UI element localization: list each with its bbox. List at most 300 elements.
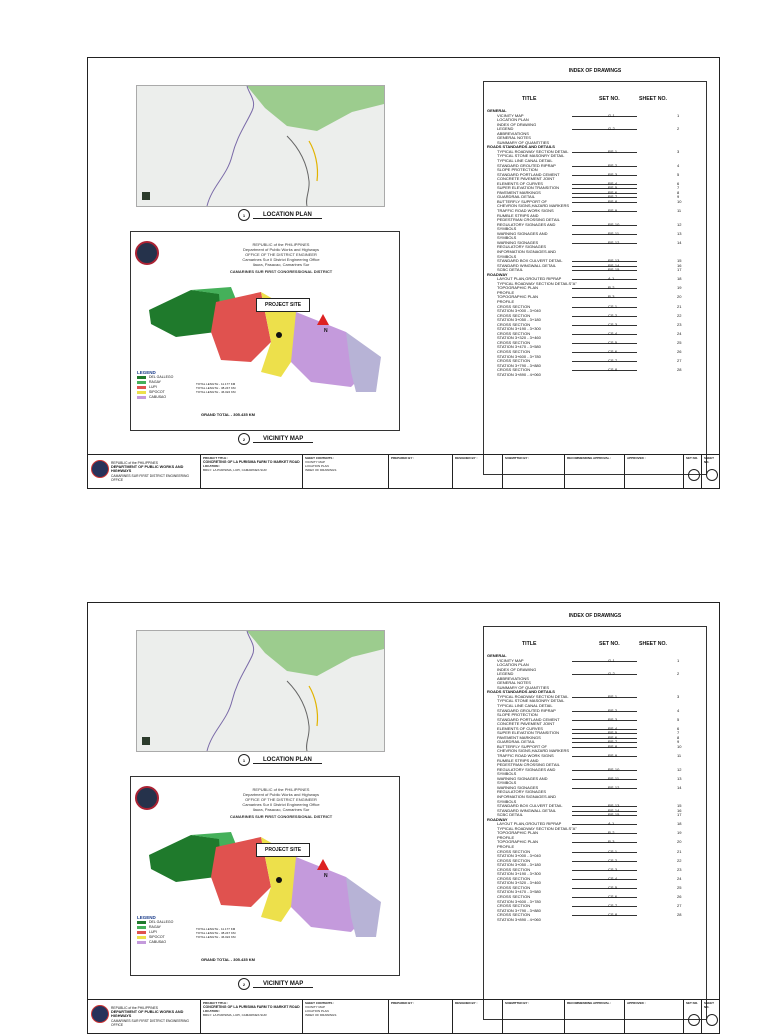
index-row-title: CROSS SECTION: [497, 367, 531, 373]
vicinity-map-graphic: [131, 232, 399, 430]
index-row-title: SLOPE PROTECTION: [497, 712, 538, 718]
index-row-title: LOCATION PLAN: [497, 117, 529, 123]
index-set-no: RS-2: [608, 162, 618, 168]
prepared-cell: [388, 1000, 452, 1034]
index-row-title: RUMBLE STRIPS AND: [497, 757, 539, 763]
total-length: TOTAL LENGTH - 11.177 KM: [196, 927, 236, 931]
index-row-title: REGULATORY SIGNAGES: [497, 789, 547, 795]
index-row-title: SUMMARY OF QUANTITIES: [497, 139, 550, 145]
index-sheet-no: 16: [677, 262, 682, 268]
index-set-no: RS-7: [608, 739, 618, 745]
index-set-no: RS-2: [608, 707, 618, 713]
index-sheet-no: 2: [677, 126, 680, 132]
index-sheet-no: 22: [677, 312, 682, 318]
header-line: Camarines Sur II District Engineering Office: [242, 257, 320, 262]
project-site-label: PROJECT SITE: [256, 843, 310, 857]
designed-cell: [452, 455, 502, 489]
index-sheet-no: 21: [677, 848, 682, 854]
index-sheet-no: 8: [677, 189, 680, 195]
index-set-no: CS-1: [608, 848, 618, 854]
contents-item: INDEX OF DRAWINGS: [305, 1013, 337, 1017]
legend-item: [137, 395, 237, 400]
index-row-title: TYPICAL STONE MASONRY DETAIL: [497, 153, 565, 159]
index-of-drawings: [483, 68, 707, 475]
index-row-title: STATION 3+790 - 3+880: [497, 907, 541, 913]
index-row-title: CROSS SECTION: [497, 848, 531, 854]
project-cell: [200, 455, 302, 489]
index-row-title: INDEX OF DRAWING: [497, 666, 537, 672]
total-length: TOTAL LENGTH - 46.022 KM: [196, 390, 236, 394]
index-row-title: SCBC DETAIL: [497, 267, 523, 273]
index-set-no: CS-2: [608, 857, 618, 863]
recommending-cell: [564, 1000, 624, 1034]
index-set-no: RS-13: [608, 803, 620, 809]
index-row-title: ROADS STANDARDS AND DETAILS: [487, 689, 555, 695]
index-row-title: STATION 3+890 - 4+060: [497, 371, 541, 377]
index-sheet-no: 3: [677, 148, 680, 154]
index-row-title: GENERAL NOTES: [497, 680, 531, 686]
index-row-title: REGULATORY SIGNAGES AND: [497, 766, 556, 772]
index-row-title: STATION 3+470 - 3+580: [497, 344, 541, 350]
index-set-no: RS-10: [608, 221, 620, 227]
index-row-title: STATION 3+000 - 3+040: [497, 853, 541, 859]
index-row-title: CROSS SECTION: [497, 857, 531, 863]
dept-name: DEPARTMENT OF PUBLIC WORKS AND HIGHWAYS: [111, 1010, 184, 1019]
project-title: CONCRETING OF LA PURISIMA FARM TO MARKET ROAD: [203, 1005, 300, 1009]
index-row-title: TYPICAL ROADWAY SECTION DETAILS"A": [497, 280, 577, 286]
legend-swatch: [137, 391, 146, 394]
legend-label: SIPOCOT: [149, 390, 165, 394]
index-sheet-no: 14: [677, 239, 682, 245]
index-sheet-no: 13: [677, 230, 682, 236]
project-title: CONCRETING OF LA PURISIMA FARM TO MARKET ROAD: [203, 460, 300, 464]
index-sheet-no: 17: [677, 812, 682, 818]
index-row-title: GENERAL: [487, 108, 507, 113]
index-sheet-no: 4: [677, 707, 680, 713]
index-sheet-no: 11: [677, 753, 682, 759]
index-row-title: PROFILE: [497, 298, 515, 304]
index-row-title: CROSS SECTION: [497, 893, 531, 899]
index-row: [487, 918, 703, 923]
legend-label: DEL GALLEGO: [149, 920, 174, 924]
index-set-no: RS-5: [608, 730, 618, 736]
approved-cell: [624, 1000, 683, 1034]
index-set-no: RS-10: [608, 766, 620, 772]
legend-swatch: [137, 931, 146, 934]
index-row-title: GUARDRAIL DETAIL: [497, 739, 536, 745]
contents-item: LOCATION PLAN: [305, 464, 329, 468]
col-sheet-header: SHEET NO.: [639, 96, 667, 102]
index-row-title: STANDARD WINGWALL DETAIL: [497, 807, 557, 813]
index-set-no: RS-8: [608, 198, 618, 204]
dept-cell: [88, 455, 200, 489]
set-no-cell: [683, 1000, 701, 1034]
header-line: Department of Public Works and Highways: [243, 792, 319, 797]
index-row-title: STATION 3+600 - 3+780: [497, 353, 541, 359]
recommending-label: RECOMMENDING APPROVAL :: [567, 456, 612, 460]
index-set-no: R-3: [608, 839, 615, 845]
index-set-no: RS-7: [608, 194, 618, 200]
index-set-no: RS-14: [608, 807, 620, 813]
index-row: [487, 373, 703, 378]
index-row-title: SLOPE PROTECTION: [497, 167, 538, 173]
index-row-title: SUMMARY OF QUANTITIES: [497, 684, 550, 690]
index-list: [487, 109, 703, 377]
legend-label: RAGAY: [149, 380, 161, 384]
index-sheet-no: 26: [677, 893, 682, 899]
index-row-title: PEDESTRIAN CROSSING DETAIL: [497, 217, 560, 223]
legend-label: RAGAY: [149, 925, 161, 929]
dept-small: REPUBLIC of the PHILIPPINES: [111, 1006, 158, 1010]
length-totals: [196, 927, 235, 939]
index-row-title: PAVEMENT MARKINGS: [497, 734, 541, 740]
grand-total: GRAND TOTAL - 305.435 KM: [201, 957, 256, 962]
index-sheet-no: 6: [677, 725, 680, 731]
sheet-no-label: SHEET NO.: [704, 1001, 715, 1009]
index-row-title: CROSS SECTION: [497, 321, 531, 327]
location-label: LOCATION :: [203, 1009, 221, 1013]
index-row-title: ROADS STANDARDS AND DETAILS: [487, 144, 555, 150]
vicinity-map-caption: [238, 978, 313, 990]
index-sheet-no: 24: [677, 330, 682, 336]
index-row-title: STATION 3+320 - 3+460: [497, 880, 541, 886]
title-block: [88, 999, 719, 1034]
designed-label: DESIGNED BY :: [455, 456, 478, 460]
index-sheet-no: 7: [677, 185, 680, 191]
project-site-label: PROJECT SITE: [256, 298, 310, 312]
index-set-no: RS-12: [608, 784, 620, 790]
col-title-header: TITLE: [522, 96, 537, 102]
legend-swatch: [137, 396, 146, 399]
index-row-title: TOPOGRAPHIC PLAN: [497, 830, 539, 836]
location-map-graphic: [137, 86, 384, 206]
sheet-no-label: SHEET NO.: [704, 456, 715, 464]
length-totals: [196, 382, 235, 394]
total-length: TOTAL LENGTH - 38.247 KM: [196, 386, 236, 390]
dept-office: CAMARINES SUR FIRST DISTRICT ENGINEERING OFFICE: [111, 1018, 189, 1027]
index-row-title: CROSS SECTION: [497, 358, 531, 364]
index-sheet-no: 13: [677, 775, 682, 781]
index-sheet-no: 28: [677, 367, 682, 373]
index-sheet-no: 18: [677, 276, 682, 282]
index-row-title: ABBREVIATIONS: [497, 130, 529, 136]
index-sheet-no: 8: [677, 734, 680, 740]
set-no-cell: [683, 455, 701, 489]
index-sheet-no: 10: [677, 743, 682, 749]
index-row-title: INFORMATION SIGNAGES AND: [497, 793, 557, 799]
index-row-title: LAYOUT PLAN,GROUTED RIPRAP: [497, 276, 562, 282]
index-row-title: ELEMENTS OF CURVES: [497, 180, 543, 186]
location-plan-title: LOCATION PLAN: [253, 757, 322, 764]
index-row-title: PAVEMENT MARKINGS: [497, 189, 541, 195]
project-location: BRGY. LA PURISIMA, LUPI, CAMARINES SUR: [203, 1013, 267, 1017]
project-cell: [200, 1000, 302, 1034]
legend-swatch: [137, 921, 146, 924]
index-row-title: SYMBOLS: [497, 780, 517, 786]
index-row-title: GENERAL NOTES: [497, 135, 531, 141]
index-set-no: CS-3: [608, 866, 618, 872]
legend-label: SIPOCOT: [149, 935, 165, 939]
index-row-title: STANDARD BOX CULVERT DETAIL: [497, 258, 563, 264]
index-row-title: CROSS SECTION: [497, 875, 531, 881]
index-row-title: BUTTERFLY SUPPORT OF: [497, 743, 547, 749]
index-row-title: LEGEND: [497, 671, 514, 677]
index-sheet-no: 20: [677, 839, 682, 845]
index-row-title: STATION 3+190 - 3+300: [497, 871, 541, 877]
set-no-label: SET NO.: [686, 456, 699, 460]
dpwh-logo-icon: [91, 1005, 109, 1023]
index-sheet-no: 28: [677, 912, 682, 918]
index-set-no: RS-4: [608, 725, 618, 731]
index-row-title: BUTTERFLY SUPPORT OF: [497, 198, 547, 204]
index-set-no: RS-4: [608, 180, 618, 186]
vicinity-map-graphic: [131, 777, 399, 975]
index-set-no: R-2: [608, 285, 615, 291]
legend-swatch: [137, 926, 146, 929]
index-sheet-no: 15: [677, 258, 682, 264]
recommending-cell: [564, 455, 624, 489]
index-set-no: CS-7: [608, 903, 618, 909]
index-row-title: WARNING SIGNAGES: [497, 784, 539, 790]
index-set-no: CS-3: [608, 321, 618, 327]
approved-label: APPROVED :: [627, 1001, 646, 1005]
index-row-title: WARNING SIGNAGES AND: [497, 230, 548, 236]
project-location: BRGY. LA PURISIMA, LUPI, CAMARINES SUR: [203, 468, 267, 472]
index-set-no: RS-15: [608, 267, 620, 273]
dept-cell: [88, 1000, 200, 1034]
legend-label: CABUSAO: [149, 395, 167, 399]
index-set-no: G-1: [608, 112, 615, 118]
index-row-title: ROADWAY: [487, 816, 508, 822]
index-sheet-no: 15: [677, 803, 682, 809]
submitted-cell: [502, 1000, 564, 1034]
approved-cell: [624, 455, 683, 489]
index-row-title: PROFILE: [497, 834, 515, 840]
location-plan-map: [136, 630, 385, 752]
index-set-no: CS-5: [608, 339, 618, 345]
index-row-title: PROFILE: [497, 843, 515, 849]
legend-label: DEL GALLEGO: [149, 375, 174, 379]
index-set-no: RS-13: [608, 258, 620, 264]
index-set-no: RS-5: [608, 185, 618, 191]
index-sheet-no: 27: [677, 358, 682, 364]
header-line: Camarines Sur II District Engineering Office: [242, 802, 320, 807]
index-row-title: STANDARD PORTLAND CEMENT: [497, 171, 560, 177]
index-sheet-no: 27: [677, 903, 682, 909]
index-row-title: CROSS SECTION: [497, 884, 531, 890]
index-row-title: CROSS SECTION: [497, 903, 531, 909]
designed-label: DESIGNED BY :: [455, 1001, 478, 1005]
index-sheet-no: 23: [677, 321, 682, 327]
index-sheet-no: 25: [677, 339, 682, 345]
index-row-title: SUPER ELEVATION TRANSITION: [497, 185, 560, 191]
index-sheet-no: 23: [677, 866, 682, 872]
index-row-title: TOPOGRAPHIC PLAN: [497, 839, 539, 845]
index-set-no: CS-4: [608, 330, 618, 336]
index-row-title: STATION 3+050 - 3+180: [497, 862, 541, 868]
title-block: [88, 454, 719, 489]
location-plan-title: LOCATION PLAN: [253, 212, 322, 219]
index-sheet-no: 11: [677, 208, 682, 214]
index-row-title: CROSS SECTION: [497, 866, 531, 872]
north-arrow-label: N: [324, 873, 328, 879]
index-sheet-no: 5: [677, 716, 680, 722]
index-set-no: RS-6: [608, 734, 618, 740]
index-set-no: A-1: [608, 821, 615, 827]
vicinity-map-title: VICINITY MAP: [253, 436, 313, 443]
vicinity-map-title: VICINITY MAP: [253, 981, 313, 988]
index-row-title: LAYOUT PLAN,GROUTED RIPRAP: [497, 821, 562, 827]
district-title: CAMARINES SUR FIRST CONGRESSIONAL DISTRICT: [229, 814, 333, 819]
index-sheet-no: 19: [677, 830, 682, 836]
index-row-title: CHEVRON SIGNS,HAZARD MARKERS: [497, 748, 570, 754]
index-row-title: REGULATORY SIGNAGES: [497, 244, 547, 250]
sheet-no-circle-icon: [706, 469, 718, 481]
index-sheet-no: 18: [677, 821, 682, 827]
index-set-no: RS-9: [608, 753, 618, 759]
index-row-title: TYPICAL STONE MASONRY DETAIL: [497, 698, 565, 704]
header-line: Ilaura, Pasacao, Camarines Sur: [252, 262, 310, 267]
legend-swatch: [137, 381, 146, 384]
index-sheet-no: 20: [677, 294, 682, 300]
prepared-label: PREPARED BY :: [391, 456, 415, 460]
index-set-no: CS-6: [608, 893, 618, 899]
index-set-no: RS-9: [608, 208, 618, 214]
index-row-title: INDEX OF DRAWING: [497, 121, 537, 127]
header-line: Ilaura, Pasacao, Camarines Sur: [252, 807, 310, 812]
index-set-no: G-2: [608, 671, 615, 677]
index-row-title: CROSS SECTION: [497, 330, 531, 336]
index-set-no: CS-2: [608, 312, 618, 318]
index-title: INDEX OF DRAWINGS: [568, 68, 622, 74]
index-set-no: RS-6: [608, 189, 618, 195]
grand-total: GRAND TOTAL - 305.435 KM: [201, 412, 256, 417]
legend-swatch: [137, 386, 146, 389]
contents-label: SHEET CONTENTS :: [305, 456, 335, 460]
index-of-drawings: [483, 613, 707, 1020]
index-row-title: STATION 3+320 - 3+460: [497, 335, 541, 341]
dept-small: REPUBLIC of the PHILIPPINES: [111, 461, 158, 465]
index-row-title: TYPICAL ROADWAY SECTION DETAIL: [497, 693, 569, 699]
dpwh-logo-icon: [91, 460, 109, 478]
index-sheet-no: 2: [677, 671, 680, 677]
index-sheet-no: 10: [677, 198, 682, 204]
index-set-no: CS-6: [608, 348, 618, 354]
index-row-title: STANDARD WINGWALL DETAIL: [497, 262, 557, 268]
index-row-title: SYMBOLS: [497, 253, 517, 259]
index-row-title: ABBREVIATIONS: [497, 675, 529, 681]
location-plan-map: [136, 85, 385, 207]
designed-cell: [452, 1000, 502, 1034]
index-sheet-no: 16: [677, 807, 682, 813]
index-row-title: LOCATION PLAN: [497, 662, 529, 668]
recommending-label: RECOMMENDING APPROVAL :: [567, 1001, 612, 1005]
index-list: [487, 654, 703, 922]
dept-name: DEPARTMENT OF PUBLIC WORKS AND HIGHWAYS: [111, 465, 184, 474]
index-row-title: SYMBOLS: [497, 235, 517, 241]
index-row-title: CROSS SECTION: [497, 339, 531, 345]
north-arrow-label: N: [324, 328, 328, 334]
index-sheet-no: 1: [677, 112, 680, 118]
header-line: OFFICE OF THE DISTRICT ENGINEER: [245, 797, 317, 802]
drawing-sheet: [87, 57, 720, 489]
index-sheet-no: 9: [677, 739, 680, 745]
contents-cell: [302, 1000, 388, 1034]
index-row-title: TYPICAL LINE CANAL DETAIL: [497, 703, 553, 709]
index-row-title: TOPOGRAPHIC PLAN: [497, 285, 539, 291]
index-row-title: CROSS SECTION: [497, 348, 531, 354]
index-row-title: STATION 3+000 - 3+040: [497, 308, 541, 314]
index-set-no: RS-1: [608, 693, 618, 699]
prepared-cell: [388, 455, 452, 489]
index-set-no: RS-11: [608, 775, 620, 781]
index-set-no: CS-4: [608, 875, 618, 881]
index-set-no: CS-7: [608, 358, 618, 364]
index-sheet-no: 3: [677, 693, 680, 699]
dept-office: CAMARINES SUR FIRST DISTRICT ENGINEERING OFFICE: [111, 473, 189, 482]
submitted-label: SUBMITTED BY :: [505, 456, 530, 460]
index-sheet-no: 7: [677, 730, 680, 736]
contents-item: INDEX OF DRAWINGS: [305, 468, 337, 472]
legend-title: LEGEND: [137, 915, 156, 920]
index-row-title: SUPER ELEVATION TRANSITION: [497, 730, 560, 736]
location-label: LOCATION :: [203, 464, 221, 468]
legend-label: LUPI: [149, 930, 157, 934]
index-set-no: G-2: [608, 126, 615, 132]
index-row-title: TOPOGRAPHIC PLAN: [497, 294, 539, 300]
index-set-no: RS-3: [608, 716, 618, 722]
sheet-no-cell: [701, 455, 719, 489]
caption-circle-icon: 1: [238, 209, 250, 221]
index-set-no: CS-1: [608, 303, 618, 309]
index-set-no: RS-1: [608, 148, 618, 154]
index-set-no: CS-8: [608, 912, 618, 918]
index-row-title: STATION 3+790 - 3+880: [497, 362, 541, 368]
index-sheet-no: 26: [677, 348, 682, 354]
sheet-no-cell: [701, 1000, 719, 1034]
caption-circle-icon: 1: [238, 754, 250, 766]
project-label: PROJECT TITLE :: [203, 456, 229, 460]
total-length: TOTAL LENGTH - 46.022 KM: [196, 935, 236, 939]
contents-cell: [302, 455, 388, 489]
submitted-label: SUBMITTED BY :: [505, 1001, 530, 1005]
legend-label: CABUSAO: [149, 940, 167, 944]
index-set-no: RS-15: [608, 812, 620, 818]
index-row-title: STATION 3+050 - 3+180: [497, 317, 541, 323]
index-row-title: TYPICAL ROADWAY SECTION DETAILS"A": [497, 825, 577, 831]
vicinity-map-frame: [130, 231, 400, 431]
district-title: CAMARINES SUR FIRST CONGRESSIONAL DISTRICT: [229, 269, 333, 274]
index-row-title: RUMBLE STRIPS AND: [497, 212, 539, 218]
index-set-no: RS-3: [608, 171, 618, 177]
vicinity-map-frame: [130, 776, 400, 976]
header-line: Department of Public Works and Highways: [243, 247, 319, 252]
contents-item: LOCATION PLAN: [305, 1009, 329, 1013]
index-set-no: R-3: [608, 294, 615, 300]
drawing-sheet: [87, 602, 720, 1034]
index-row-title: TRAFFIC ROAD WORK SIGNS: [497, 753, 554, 759]
submitted-cell: [502, 455, 564, 489]
index-row-title: STANDARD GROUTED RIPRAP: [497, 162, 556, 168]
index-set-no: CS-8: [608, 367, 618, 373]
index-set-no: RS-12: [608, 239, 620, 245]
approved-label: APPROVED :: [627, 456, 646, 460]
index-row-title: WARNING SIGNAGES AND: [497, 775, 548, 781]
sheet-no-circle-icon: [706, 1014, 718, 1026]
index-sheet-no: 5: [677, 171, 680, 177]
set-no-circle-icon: [688, 469, 700, 481]
legend-label: LUPI: [149, 385, 157, 389]
